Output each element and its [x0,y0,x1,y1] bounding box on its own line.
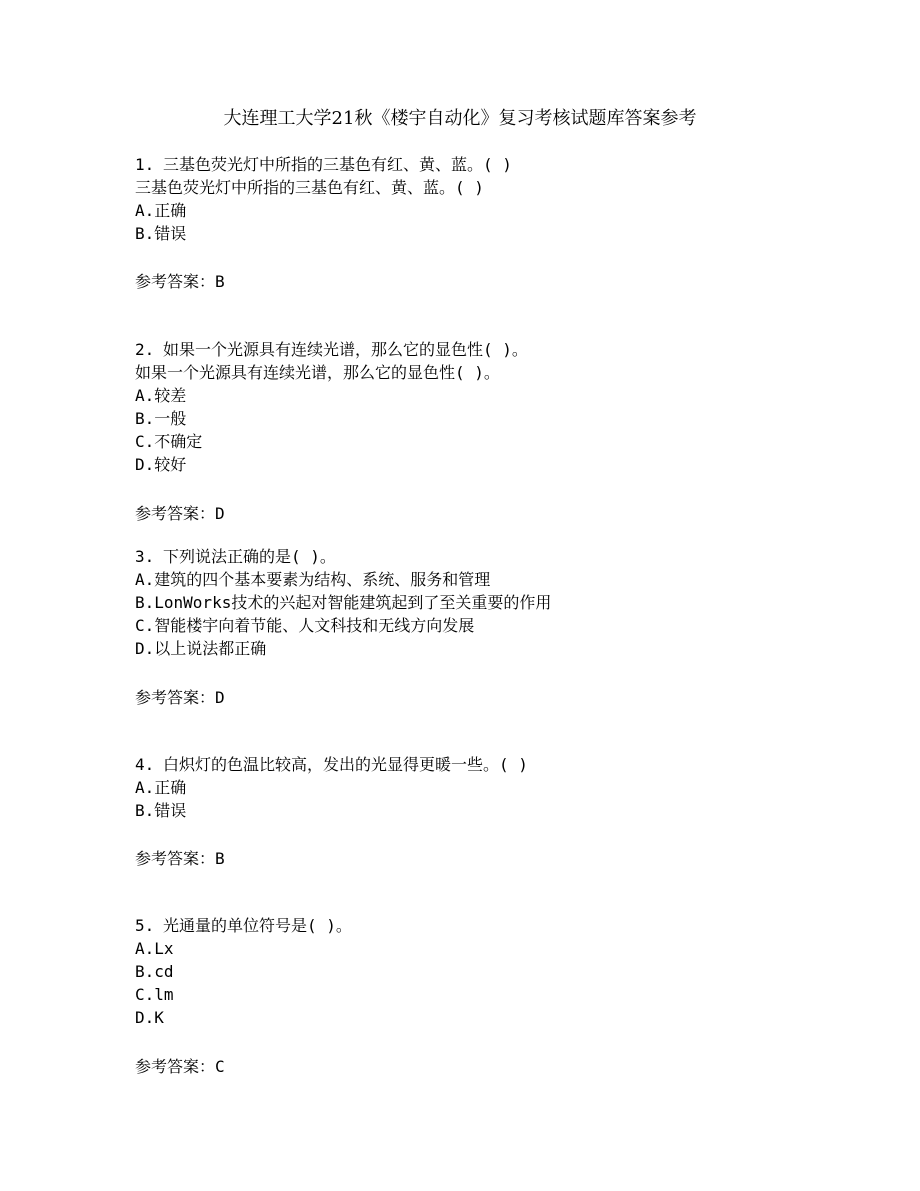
question-5 [135,914,835,1029]
option-d: D.以上说法都正确 [135,639,267,658]
option-b: B.LonWorks技术的兴起对智能建筑起到了至关重要的作用 [135,593,552,612]
question-number: 4. [135,755,155,774]
option-d: D.较好 [135,455,187,474]
option-a: A.较差 [135,386,187,405]
option-b: B.错误 [135,801,187,820]
answer-label: 参考答案： [135,272,216,291]
answer-value: B [215,849,225,868]
question-number: 3. [135,547,155,566]
question-text: 光通量的单位符号是( )。 [163,916,352,935]
answer-label: 参考答案： [135,688,216,707]
question-3 [135,545,835,660]
answer-label: 参考答案： [135,849,216,868]
answer-value: D [215,504,225,523]
question-stem [135,545,835,568]
option-a: A.建筑的四个基本要素为结构、系统、服务和管理 [135,570,491,589]
option-a: A.Lx [135,939,174,958]
answer-2 [135,502,835,525]
question-number: 2. [135,340,155,359]
answer-label: 参考答案： [135,1057,216,1076]
answer-value: C [215,1057,225,1076]
question-number: 5. [135,916,155,935]
question-stem [135,338,835,361]
option-c: C.lm [135,985,174,1004]
question-text: 白炽灯的色温比较高，发出的光显得更暖一些。( ) [163,755,528,774]
option-c: C.智能楼宇向着节能、人文科技和无线方向发展 [135,616,475,635]
option-b: B.错误 [135,224,187,243]
answer-value: B [215,272,225,291]
question-stem [135,753,835,776]
question-text: 如果一个光源具有连续光谱，那么它的显色性( )。 [163,340,528,359]
answer-1 [135,270,835,293]
question-text: 下列说法正确的是( )。 [163,547,336,566]
answer-value: D [215,688,225,707]
document-title: 大连理工大学21秋《楼宇自动化》复习考核试题库答案参考 [223,108,697,129]
question-stem [135,153,835,176]
question-4 [135,753,835,822]
question-stem [135,914,835,937]
option-b: B.cd [135,962,174,981]
question-text: 三基色荧光灯中所指的三基色有红、黄、蓝。( ) [163,155,512,174]
option-a: A.正确 [135,778,187,797]
answer-5 [135,1055,835,1078]
question-repeat: 如果一个光源具有连续光谱，那么它的显色性( )。 [135,363,500,382]
option-d: D.K [135,1008,164,1027]
answer-label: 参考答案： [135,504,216,523]
option-c: C.不确定 [135,432,203,451]
option-a: A.正确 [135,201,187,220]
question-1 [135,153,835,245]
option-b: B.一般 [135,409,187,428]
question-2 [135,338,835,476]
answer-3 [135,686,835,709]
question-number: 1. [135,155,155,174]
question-repeat: 三基色荧光灯中所指的三基色有红、黄、蓝。( ) [135,178,484,197]
answer-4 [135,847,835,870]
